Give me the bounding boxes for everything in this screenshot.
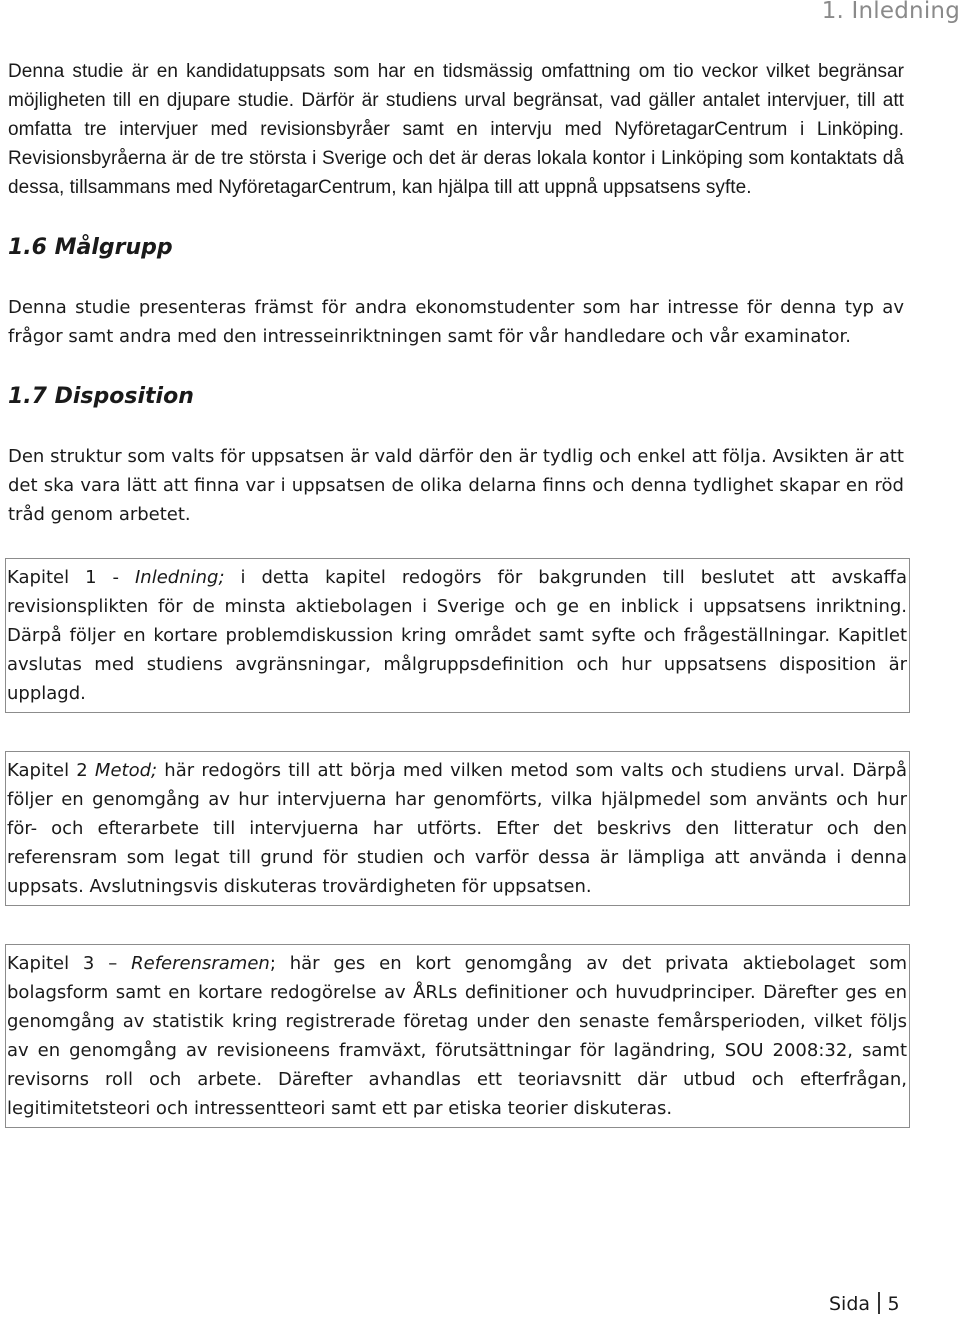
section-heading-malgrupp: 1.6 Målgrupp	[8, 235, 173, 260]
chapter-3-prefix: Kapitel 3 –	[7, 953, 132, 974]
chapter-3-text: ; här ges en kort genomgång av det privata aktiebolaget som bolagsform samt en kortare redogörelse av ÅRLs definitioner och huvudprinciper. Därefter ges en genomgång av statistik kring registrerade företag under den senaste femårsperioden, vilket följs av en genomgång av revisioneens framväxt, förutsättningar för lagändring, SOU 2008:32, samt revisorns roll och arbete. Därefter avhandlas ett teoriavsnitt där utbud och efterfrågan, legitimitetsteori och intressentteori samt ett par etiska teorier diskuteras.	[7, 953, 908, 1119]
chapter-1-paragraph	[7, 563, 907, 708]
chapter-1-prefix: Kapitel 1 -	[7, 567, 135, 588]
chapter-3-title: Referensramen	[131, 953, 270, 974]
page-label: Sida	[829, 1293, 871, 1315]
chapter-1-title: Inledning;	[135, 567, 225, 588]
running-header-chapter: 1. Inledning	[821, 0, 960, 24]
chapter-3-paragraph	[7, 949, 907, 1123]
chapter-box-2	[5, 751, 910, 906]
page-number: 5	[887, 1293, 900, 1315]
disposition-paragraph: Den struktur som valts för uppsatsen är vald därför den är tydlig och enkel att följa. Avsikten är att det ska vara lätt att finna var i uppsatsen de olika delarna finns och denna tydlighet skapar en röd tråd genom arbetet.	[8, 446, 904, 525]
chapter-box-1	[5, 558, 910, 713]
malgrupp-paragraph: Denna studie presenteras främst för andra ekonomstudenter som har intresse för denna typ av frågor samt andra med den intresseinriktningen samt för vår handledare och vår examinator.	[8, 297, 904, 347]
chapter-box-3	[5, 944, 910, 1128]
chapter-2-title: Metod;	[94, 760, 158, 781]
chapter-2-text: här redogörs till att börja med vilken metod som valts och studiens urval. Därpå följer en genomgång av hur intervjuerna har genomförts, vilka hjälpmedel som använts och hur för- och efterarbete till intervjuerna har utförts. Efter det beskrivs den litteratur och den referensram som legat till grund för studien och varför dessa är lämpliga att använda i denna uppsats. Avslutningsvis diskuteras trovärdigheten för uppsatsen.	[7, 760, 907, 897]
section-heading-disposition: 1.7 Disposition	[8, 384, 194, 409]
footer-divider	[878, 1292, 880, 1314]
chapter-1-text: i detta kapitel redogörs för bakgrunden till beslutet att avskaffa revisionsplikten för de minsta aktiebolagen i Sverige och ge en inblick i uppsatsens inriktning. Därpå följer en kortare problemdiskussion kring området samt syfte och frågeställningar. Kapitlet avslutas med studiens avgränsningar, målgruppsdefinition och hur uppsatsens disposition är upplagd.	[7, 567, 907, 704]
chapter-2-prefix: Kapitel 2	[7, 760, 95, 781]
page-footer	[829, 1292, 900, 1315]
chapter-2-paragraph	[7, 756, 907, 901]
intro-paragraph: Denna studie är en kandidatuppsats som har en tidsmässig omfattning om tio veckor vilket begränsar möjligheten till en djupare studie. Därför är studiens urval begränsat, vad gäller antalet intervjuer, till att omfatta tre intervjuer med revisionsbyråer samt en intervju med NyföretagarCentrum i Linköping. Revisionsbyråerna är de tre största i Sverige och det är deras lokala kontor i Linköping som kontaktats då dessa, tillsammans med NyföretagarCentrum, kan hjälpa till att uppnå uppsatsens syfte.	[8, 61, 904, 198]
document-body	[7, 57, 908, 1128]
